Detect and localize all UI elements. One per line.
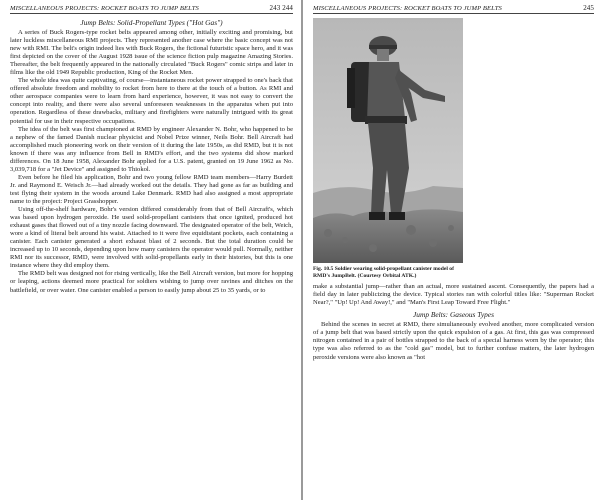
figure-caption: Fig. 10.5 Soldier wearing solid-propellant canister model of RMD's JumpBelt. (Courtesy Orbital ATK.) xyxy=(313,266,454,279)
section-heading: Jump Belts: Gaseous Types xyxy=(413,310,494,320)
paragraph: Behind the scenes in secret at RMD, there simultaneously evolved another, more complicated version of a jump belt that was based strictly upon the quick expulsion of a gas. At first, this gas was compressed nitrogen contained in a pair of bottles strapped to the back of a special harness worn by the operator; this type was also referred to as the "cold gas" model, but to further confuse matters, the later hydrogen peroxide versions were also known as "hot xyxy=(313,321,594,361)
paragraph: A series of Buck Rogers-type rocket belts appeared among other, initially exciting and promising, but later luckless miscellaneous RMI projects. They represented another case where the basic concept was not new with RMI. The belt's origin indeed lies with Buck Rogers, the fictional futuristic space hero, and it was first depicted on the cover of the August 1928 issue of the science fiction pulp magazine Amazing Stories. Thereafter, the belt frequently appeared in the nationally circulated "Buck Rogers" comic strips and later in films like the old 1949 Republic production, King of the Rocket Men. xyxy=(10,29,293,77)
left-page xyxy=(0,0,301,500)
page-number: 243 244 xyxy=(269,4,293,12)
photo-image xyxy=(313,18,463,263)
paragraph: The whole idea was quite captivating, of course—instantaneous rocket power strapped to one's back that offered absolute freedom and mobility to rocket from here to there at the touch of a button. As RMI and other aerospace companies were to learn from hard experience, however, it was not easy to convert the concept into reality, and there were also several unforeseen weaknesses in the apparatus when put into operation. Regardless of these drawbacks, military and firefighters were naturally intrigued with its great potential for use in their respective occupations. xyxy=(10,77,293,125)
running-head-title: MISCELLANEOUS PROJECTS: ROCKET BOATS TO JUMP BELTS xyxy=(10,5,199,12)
paragraph: The RMD belt was designed not for rising vertically, like the Bell Aircraft version, but more for hopping or leaping, actions deemed more practical for soldiers wishing to jump over ravines and ditches on the battlefield, or over water. One canister enabled a person to easily jump about 25 to 35 yards, or to xyxy=(10,270,293,294)
running-head-right xyxy=(313,4,594,14)
soldier-jump-belt-photo xyxy=(313,18,463,263)
paragraph: Even before he filed his application, Bohr and two young fellow RMD team members—Harry Burdett Jr. and Raymond E. Weisch Jr.—had already worked out the details. They had gone as far as building and test flying their system in the woods around Lake Denmark. RMD had also assigned a most appropriate name to the project: Project Grasshopper. xyxy=(10,173,293,205)
paragraph: make a substantial jump—rather than an actual, more sustained ascent. Consequently, the papers had a field day in later publicizing the device. Typical stories ran with colorful titles like: "Superman Rocket Near?," "Up! Up! And Away!," and "Man's First Leap Toward Free Flight." xyxy=(313,283,594,307)
running-head-title: MISCELLANEOUS PROJECTS: ROCKET BOATS TO JUMP BELTS xyxy=(313,5,502,12)
running-head-left xyxy=(10,4,293,14)
right-page xyxy=(303,0,604,500)
section-heading: Jump Belts: Solid-Propellant Types ("Hot Gas") xyxy=(80,18,223,27)
paragraph: The idea of the belt was first championed at RMD by engineer Alexander N. Bohr, who happened to be a nephew of the famed Danish nuclear physicist and Nobel Prize winner, Neils Bohr. Bell Aircraft had accomplished much pioneering work on their version of it during the late 1950s, as did RMD, but it is not known if there was any influence from Bell in RMD's effort, and the two systems did show marked differences. On 18 June 1958, Alexander Bohr applied for a U.S. patent, granted on 19 June 1962 as No. 3,039,718 for a "Jet Device" and assigned to Thiokol. xyxy=(10,125,293,173)
paragraph: Using off-the-shelf hardware, Bohr's version differed considerably from that of Bell Aircraft's, which was based upon hydrogen peroxide. He used solid-propellant canisters that once ignited, produced hot exhaust gases that flowed out of a tiny nozzle facing downward. The designated operator of the belt, Weich, wore a kind of literal belt around his waist. Attached to it were five equidistant pockets, each containing a canister. Each canister generated a short exhaust blast of 2 seconds. But the total duration could be increased up to 10 seconds, depending upon how many canisters the operator would pull. Normally, neither RMI nor its successor, RMD, were involved with solid-propellants early in their histories, but this is one instance where they did employ them. xyxy=(10,206,293,270)
page-number: 245 xyxy=(583,4,594,12)
